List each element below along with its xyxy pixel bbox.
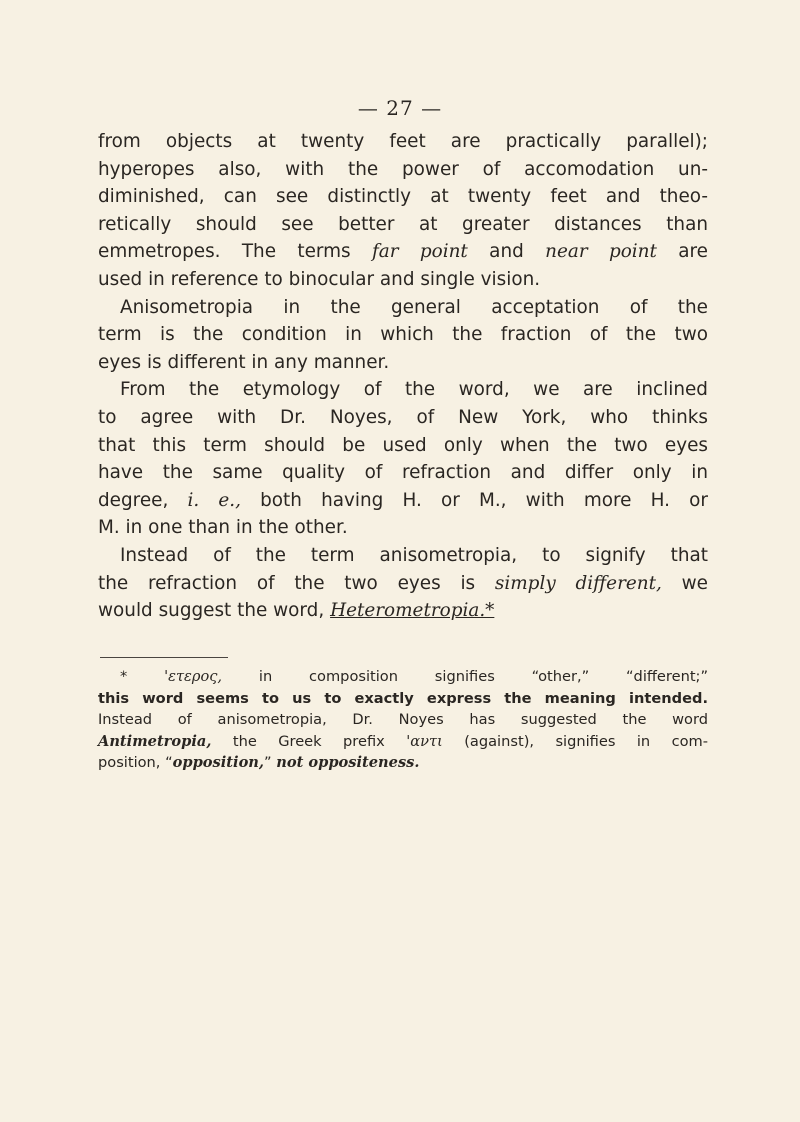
text-line xyxy=(98,597,708,625)
text-line: from objects at twenty feet are practically parallel); xyxy=(98,131,708,152)
text-line xyxy=(98,570,708,598)
term-ie: i. e., xyxy=(187,489,241,511)
text-segment: (against), signifies in com- xyxy=(464,732,709,750)
footnote-line: this word seems to us to exactly express the meaning intended. xyxy=(98,689,708,707)
text-segment: the refraction of the two eyes is xyxy=(98,572,476,594)
footnote-line xyxy=(98,666,708,688)
text-segment: position, “ xyxy=(98,754,173,772)
text-line xyxy=(98,238,708,266)
footnote-line xyxy=(98,752,708,774)
text-segment: both having H. or M., with more H. or xyxy=(260,489,708,511)
text-line: Instead of the term anisometropia, to signify that xyxy=(120,544,708,566)
term-simply-different: simply different, xyxy=(494,572,662,594)
text-line: have the same quality of refraction and differ only in xyxy=(98,462,708,484)
text-segment: we xyxy=(681,572,708,594)
term-near-point: near point xyxy=(545,241,657,263)
text-segment: and xyxy=(489,241,524,263)
greek-prefix: 'αντι xyxy=(406,732,443,750)
greek-word: 'ετερος, xyxy=(164,668,223,685)
body-text xyxy=(98,128,708,625)
text-segment: would suggest the word, xyxy=(98,600,325,622)
text-line: Anisometropia in the general acceptation of the xyxy=(120,296,708,318)
text-segment: the Greek prefix xyxy=(232,732,385,750)
text-line: eyes is different in any manner. xyxy=(98,351,390,373)
footnote-line: Instead of anisometropia, Dr. Noyes has suggested the word xyxy=(98,711,708,729)
term-far-point: far point xyxy=(371,241,468,263)
text-segment: in composition signifies “other,” “different;” xyxy=(258,668,709,685)
text-line: term is the condition in which the fraction of the two xyxy=(98,324,708,346)
text-segment: are xyxy=(678,241,708,263)
term-not-oppositeness: not oppositeness. xyxy=(276,754,420,772)
text-segment: ” xyxy=(264,754,272,772)
text-line: to agree with Dr. Noyes, of New York, who thinks xyxy=(98,406,708,428)
text-line: retically should see better at greater distances than xyxy=(98,213,708,235)
page-number: — 27 — xyxy=(357,96,443,120)
footnote-line xyxy=(98,731,708,753)
term-antimetropia: Antimetropia, xyxy=(98,732,212,750)
footnote xyxy=(98,666,708,774)
text-line: From the etymology of the word, we are inclined xyxy=(120,379,708,401)
text-line: diminished, can see distinctly at twenty feet and theo- xyxy=(98,186,708,208)
text-line: used in reference to binocular and single vision. xyxy=(98,268,541,290)
text-line: M. in one than in the other. xyxy=(98,517,348,539)
footnote-marker: * xyxy=(120,668,128,685)
text-line: that this term should be used only when the two eyes xyxy=(98,434,708,456)
term-heterometropia: Heterometropia.* xyxy=(330,600,495,622)
term-opposition: opposition, xyxy=(172,754,265,772)
text-line: hyperopes also, with the power of accomodation un- xyxy=(98,158,708,180)
footnote-rule xyxy=(100,657,228,658)
text-segment: emmetropes. The terms xyxy=(98,241,351,263)
text-line xyxy=(98,487,708,515)
text-segment: degree, xyxy=(98,489,169,511)
